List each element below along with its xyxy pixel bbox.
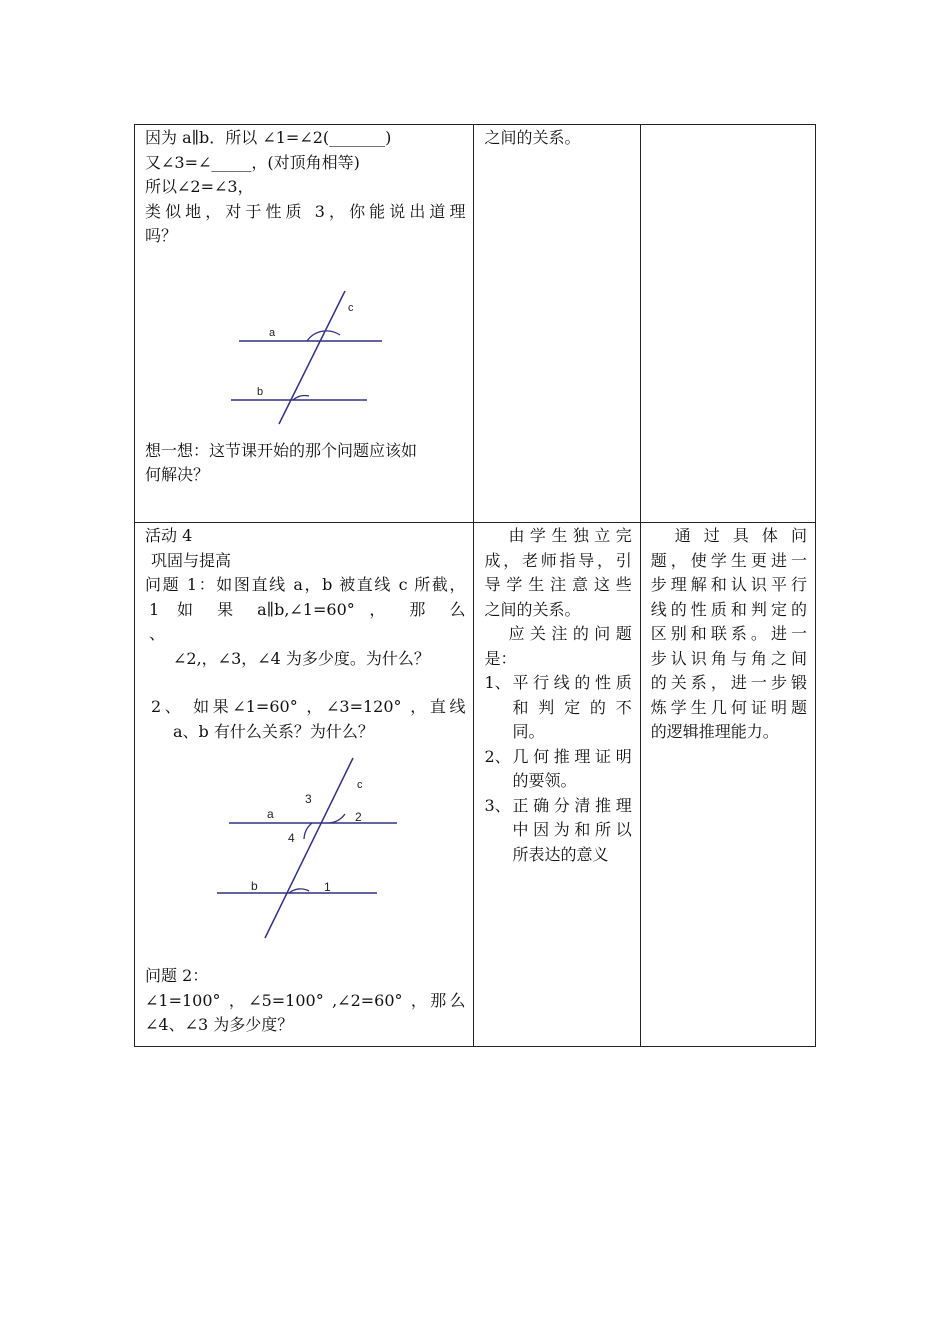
line-c-label: c — [348, 301, 354, 314]
text-line: a、b 有什么关系？为什么？ — [173, 721, 374, 741]
table-row — [135, 523, 816, 1047]
list-item — [484, 794, 631, 868]
text-line: 应关注的问题 — [508, 624, 632, 643]
text-line: 是： — [484, 648, 517, 668]
text-line: 之间的关系。 — [484, 128, 581, 147]
text-line: 成，老师指导，引 — [484, 550, 632, 570]
activity-subtitle: 巩固与提高 — [151, 550, 232, 570]
text-line: 导学生注意这些 — [484, 575, 632, 594]
text-line: 之间的关系。 — [484, 599, 581, 619]
line-b-label: b — [257, 385, 264, 398]
text-line: 几何推理证明 — [512, 746, 632, 766]
text-line: 所表达的意义 — [512, 844, 609, 864]
lesson-table — [134, 124, 816, 1047]
text-line: 如 果 a∥b,∠1=60° ， 那 么 — [177, 599, 466, 619]
text-line: 问题 2： — [145, 966, 209, 985]
text-line: 的要领。 — [512, 771, 577, 790]
angle-3-label: 3 — [305, 792, 312, 806]
activity-title: 活动 4 — [145, 526, 193, 545]
line-a-label: a — [269, 326, 276, 339]
row1-intent-cell — [640, 125, 815, 523]
text-line: 又∠3=∠_____，(对顶角相等) — [145, 152, 360, 172]
text-line: 同。 — [512, 722, 545, 741]
text-line: 题，使学生更进一 — [650, 550, 807, 570]
table-row — [135, 125, 816, 523]
text-line: 正确分清推理 — [512, 795, 632, 815]
text-line: 由学生独立完 — [508, 526, 632, 545]
text-line: ∠1=100° ，∠5=100° ,∠2=60° ，那么 — [145, 990, 466, 1010]
item-number: 1 、 — [149, 599, 166, 643]
text-line: 所以∠2=∠3， — [145, 177, 254, 196]
text-line: 2、 如果∠1=60° ，∠3=120° ，直线 — [151, 697, 466, 716]
text-line: 中因为和所以 — [512, 820, 632, 839]
row2-process-cell — [135, 523, 474, 1047]
text-line: 线的性质和判定的 — [650, 599, 807, 619]
text-line: 平行线的性质 — [512, 673, 632, 692]
angles-figure — [145, 744, 465, 964]
item-number: 3、 — [484, 795, 511, 815]
row1-process-cell — [135, 125, 474, 523]
text-line: 的逻辑推理能力。 — [650, 722, 779, 741]
text-line: 和 判 定 的 不 — [512, 697, 632, 717]
list-item — [484, 745, 631, 794]
row2-intent-cell — [640, 523, 815, 1047]
text-line: 步理解和认识平行 — [650, 575, 807, 594]
item-number: 1、 — [484, 673, 511, 692]
angle-1-label: 1 — [324, 880, 331, 894]
text-line: ∠2,，∠3，∠4 为多少度。为什么？ — [173, 648, 430, 668]
text-line: 问题 1：如图直线 a，b 被直线 c 所截， — [145, 575, 466, 594]
row2-student-cell — [474, 523, 640, 1047]
text-line: 类似地，对于性质 3，你能说出道理 — [145, 201, 466, 221]
line-b-label: b — [251, 879, 258, 893]
text-line: ∠4、∠3 为多少度？ — [145, 1015, 294, 1034]
empty-text — [641, 125, 815, 130]
line-a-label: a — [267, 807, 274, 821]
text-line: 步认识角与角之间 — [650, 648, 807, 668]
text-line: 炼学生几何证明题 — [650, 697, 807, 717]
text-line: 因为 a∥b．所以 ∠1=∠2(_______) — [145, 128, 392, 147]
parallel-lines-figure — [145, 249, 465, 439]
angle-4-label: 4 — [288, 831, 295, 845]
item-number: 2、 — [484, 746, 511, 766]
angle-2-label: 2 — [355, 810, 362, 824]
line-c-label: c — [357, 779, 363, 791]
list-item — [484, 671, 631, 745]
text-line: 区别和联系。进一 — [650, 624, 807, 643]
text-line: 的关系，进一步锻 — [650, 673, 807, 692]
text-line: 何解决？ — [145, 465, 210, 484]
text-line: 想一想：这节课开始的那个问题应该如 — [145, 440, 418, 460]
text-line: 吗？ — [145, 226, 178, 245]
text-line: 通过具体问 — [674, 526, 807, 545]
row1-student-cell — [474, 125, 640, 523]
